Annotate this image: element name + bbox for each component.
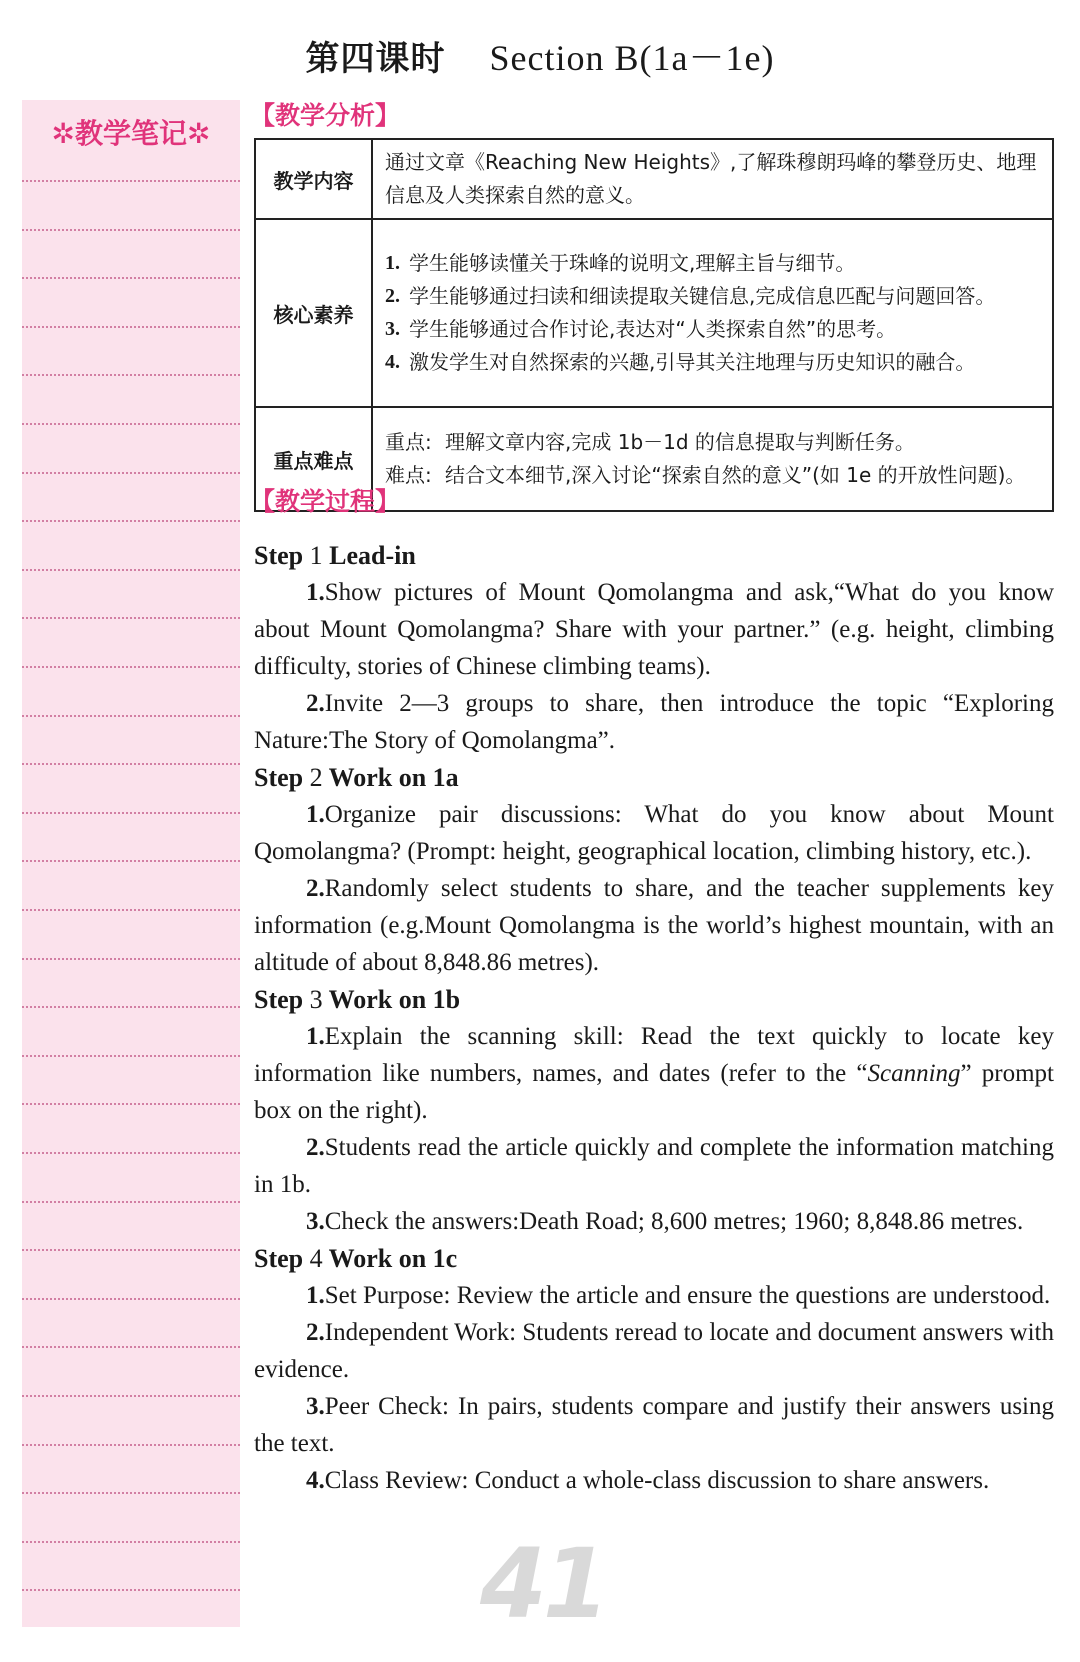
note-line [22, 715, 240, 717]
note-line [22, 1395, 240, 1397]
key-points [372, 407, 1053, 511]
list-item: 3. 学生能够通过合作讨论,表达对“人类探索自然”的思考。 [385, 317, 897, 341]
note-line [22, 1589, 240, 1591]
note-line [22, 1006, 240, 1008]
step-paragraph: 4.Class Review: Conduct a whole-class discussion to share answers. [306, 1467, 990, 1494]
step-heading: Step 3 Work on 1b [254, 985, 461, 1014]
key-label: 重点难点 [255, 407, 372, 511]
difficulty: 难点: 结合文本细节,深入讨论“探索自然的意义”(如 1e 的开放性问题)。 [385, 463, 1026, 487]
note-line [22, 666, 240, 668]
note-line [22, 569, 240, 571]
note-line [22, 1541, 240, 1543]
note-line [22, 180, 240, 182]
note-line [22, 1298, 240, 1300]
step-heading: Step 4 Work on 1c [254, 1244, 458, 1273]
note-line [22, 617, 240, 619]
note-line [22, 423, 240, 425]
note-line [22, 812, 240, 814]
content-label: 教学内容 [255, 139, 372, 219]
table-row [255, 219, 1053, 407]
note-line [22, 1492, 240, 1494]
list-item: 2. 学生能够通过扫读和细读提取关键信息,完成信息匹配与问题回答。 [385, 284, 996, 308]
note-line [22, 958, 240, 960]
step-paragraph: 2.Independent Work: Students reread to locate and document answers with evidence. [254, 1319, 1054, 1383]
lesson-label: 第四课时 [305, 39, 446, 79]
note-line [22, 1152, 240, 1154]
step-paragraph: 3.Peer Check: In pairs, students compare and justify their answers using the text. [254, 1393, 1054, 1457]
analysis-table [254, 138, 1054, 512]
step-paragraph: 2.Randomly select students to share, and the teacher supplements key information (e.g.Mount Qomolangma is the world’s highest mountain, with an altitude of about 8,848.86 metres). [254, 875, 1054, 976]
note-line [22, 520, 240, 522]
core-items [372, 219, 1053, 407]
note-line [22, 1346, 240, 1348]
note-line [22, 1201, 240, 1203]
step-paragraph: 2.Invite 2—3 groups to share, then introduce the topic “Exploring Nature:The Story of Qomolangma”. [254, 690, 1054, 754]
note-line [22, 1249, 240, 1251]
note-line [22, 326, 240, 328]
content-text: 通过文章《Reaching New Heights》,了解珠穆朗玛峰的攀登历史、地理信息及人类探索自然的意义。 [372, 139, 1053, 219]
step-paragraph: 1.Organize pair discussions: What do you know about Mount Qomolangma? (Prompt: height, geographical location, climbing history, etc.). [254, 801, 1054, 865]
note-line [22, 909, 240, 911]
list-item: 1. 学生能够读懂关于珠峰的说明文,理解主旨与细节。 [385, 251, 856, 275]
page-number: 41 [480, 1528, 606, 1640]
section-label: Section B(1a－1e) [489, 38, 775, 78]
note-line [22, 229, 240, 231]
table-row [255, 139, 1053, 219]
step-paragraph: 3.Check the answers:Death Road; 8,600 metres; 1960; 8,848.86 metres. [306, 1208, 1024, 1235]
note-line [22, 277, 240, 279]
step-heading: Step 2 Work on 1a [254, 763, 459, 792]
note-line [22, 1055, 240, 1057]
process-body [254, 537, 1054, 1499]
note-line [22, 763, 240, 765]
note-line [22, 472, 240, 474]
step-paragraph: 1.Explain the scanning skill: Read the text quickly to locate key information like numbers, names, and dates (refer to the “Scanning” prompt box on the right). [254, 1023, 1054, 1124]
step-paragraph: 1.Set Purpose: Review the article and ensure the questions are understood. [306, 1282, 1051, 1309]
step-heading: Step 1 Lead-in [254, 541, 416, 570]
key-point: 重点: 理解文章内容,完成 1b－1d 的信息提取与判断任务。 [385, 430, 915, 454]
process-heading: 【教学过程】 [250, 487, 401, 516]
core-label: 核心素养 [255, 219, 372, 407]
step-paragraph: 2.Students read the article quickly and complete the information matching in 1b. [254, 1134, 1054, 1198]
analysis-heading: 【教学分析】 [250, 101, 401, 130]
page-title [0, 30, 1080, 81]
step-paragraph: 1.Show pictures of Mount Qomolangma and ask,“What do you know about Mount Qomolangma? Share with your partner.” (e.g. height, climbing difficulty, stories of Chinese climbing teams). [254, 579, 1054, 680]
notes-title: ✲教学笔记✲ [51, 117, 211, 150]
notes-sidebar [22, 100, 240, 1627]
note-line [22, 1444, 240, 1446]
note-line [22, 1103, 240, 1105]
note-line [22, 374, 240, 376]
note-line [22, 860, 240, 862]
list-item: 4. 激发学生对自然探索的兴趣,引导其关注地理与历史知识的融合。 [385, 350, 976, 374]
